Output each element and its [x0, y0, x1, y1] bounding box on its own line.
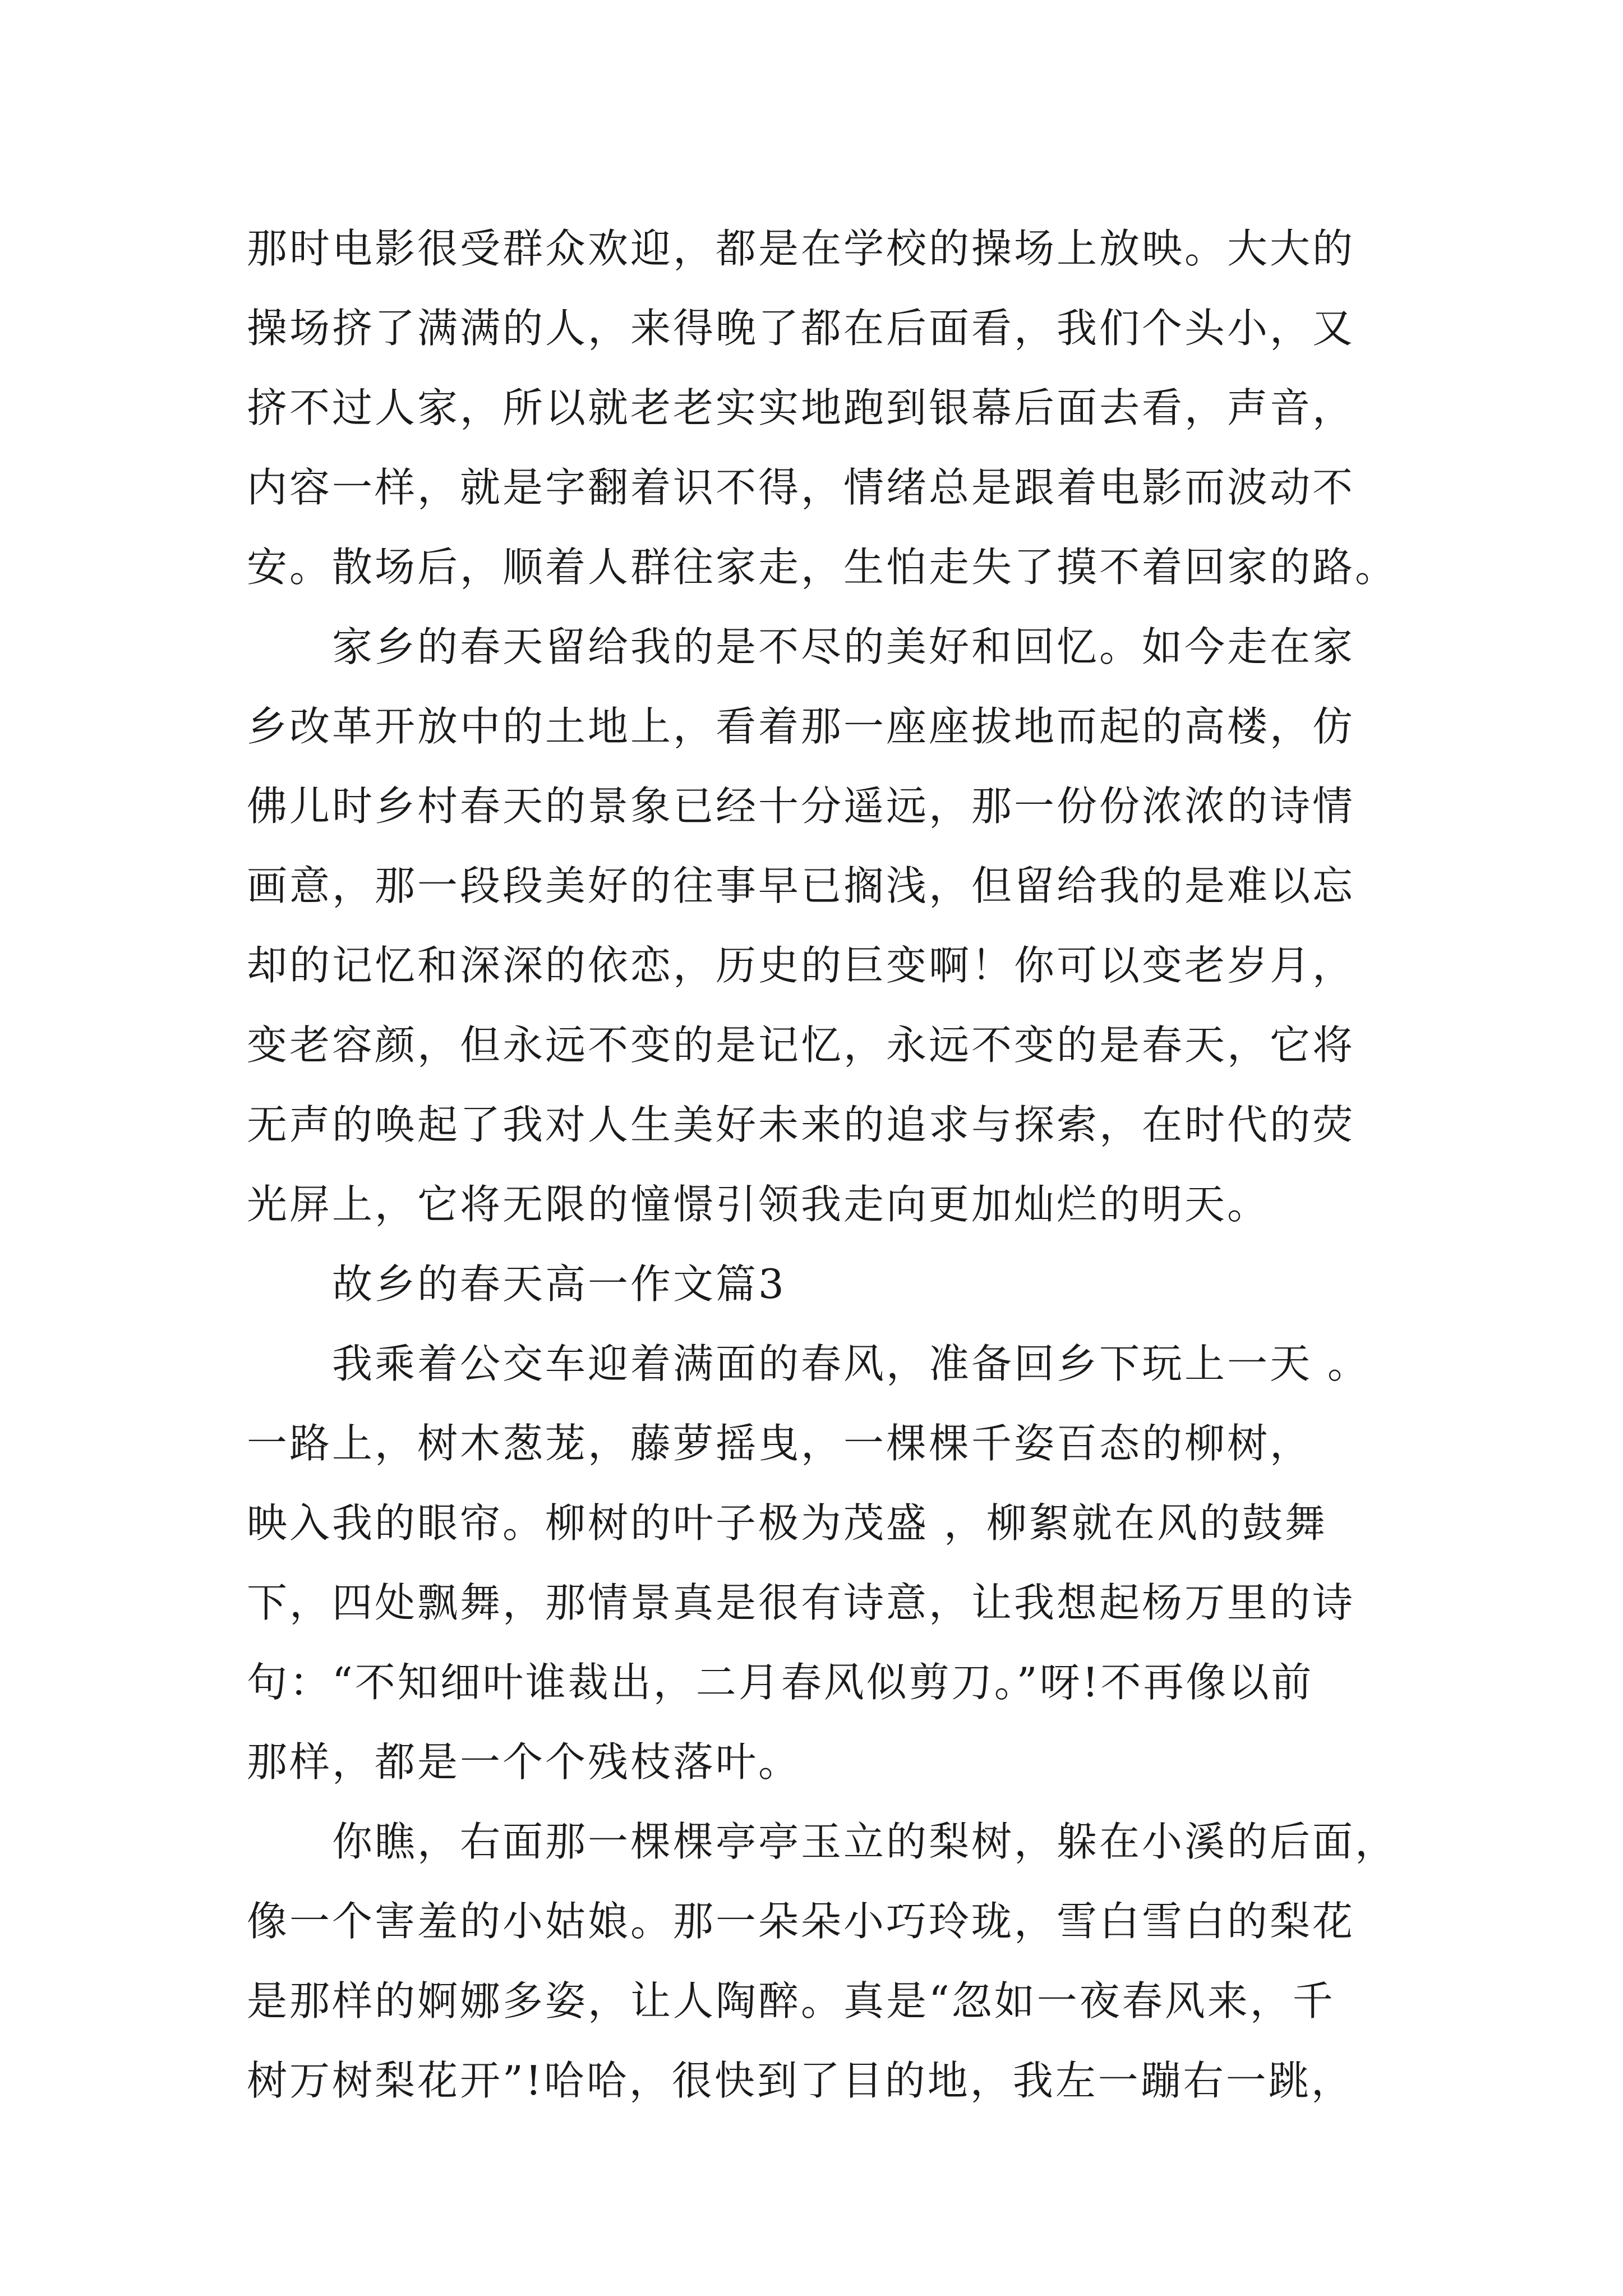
text-line: 我乘着公交车迎着满面的春风，准备回乡下玩上一天 。	[247, 1340, 1370, 1387]
text-line: 无声的唤起了我对人生美好未来的追求与探索，在时代的荧	[247, 1101, 1355, 1148]
text-line: 映入我的眼帘。柳树的叶子极为茂盛 ，柳絮就在风的鼓舞	[247, 1499, 1327, 1547]
text-line: 内容一样，就是字翻着识不得，情绪总是跟着电影而波动不	[247, 464, 1355, 511]
text-line: 树万树梨花开”!哈哈，很快到了目的地，我左一蹦右一跳，	[247, 2057, 1354, 2104]
text-line: 家乡的春天留给我的是不尽的美好和回忆。如今走在家	[247, 623, 1355, 670]
text-line: 你瞧，右面那一棵棵亭亭玉立的梨树，躲在小溪的后面，	[247, 1818, 1398, 1865]
document-body	[247, 209, 1413, 2120]
text-line: 是那样的婀娜多姿，让人陶醉。真是“忽如一夜春风来，千	[247, 1977, 1335, 2024]
text-line: 句：“不知细叶谁裁出，二月春风似剪刀。”呀!不再像以前	[247, 1659, 1314, 1706]
text-line: 佛儿时乡村春天的景象已经十分遥远，那一份份浓浓的诗情	[247, 783, 1355, 830]
text-line: 操场挤了满满的人，来得晚了都在后面看，我们个头小，又	[247, 305, 1355, 352]
text-line: 变老容颜，但永远不变的是记忆，永远不变的是春天，它将	[247, 1022, 1355, 1069]
text-line: 挤不过人家，所以就老老实实地跑到银幕后面去看，声音，	[247, 384, 1355, 431]
text-line: 那样，都是一个个残枝落叶。	[247, 1738, 801, 1786]
text-line: 那时电影很受群众欢迎，都是在学校的操场上放映。大大的	[247, 225, 1355, 272]
text-line: 像一个害羞的小姑娘。那一朵朵小巧玲珑，雪白雪白的梨花	[247, 1898, 1355, 1945]
text-line: 安。散场后，顺着人群往家走，生怕走失了摸不着回家的路。	[247, 544, 1398, 591]
text-line: 画意，那一段段美好的往事早已搁浅，但留给我的是难以忘	[247, 862, 1355, 909]
text-line: 却的记忆和深深的依恋，历史的巨变啊！你可以变老岁月，	[247, 942, 1355, 989]
section-heading: 故乡的春天高一作文篇3	[247, 1260, 786, 1308]
text-line: 乡改革开放中的土地上，看着那一座座拔地而起的高楼，仿	[247, 703, 1355, 750]
text-line: 一路上，树木葱茏，藤萝摇曳，一棵棵千姿百态的柳树，	[247, 1420, 1313, 1467]
text-line: 下，四处飘舞，那情景真是很有诗意，让我想起杨万里的诗	[247, 1579, 1355, 1626]
text-line: 光屏上，它将无限的憧憬引领我走向更加灿烂的明天。	[247, 1181, 1270, 1228]
